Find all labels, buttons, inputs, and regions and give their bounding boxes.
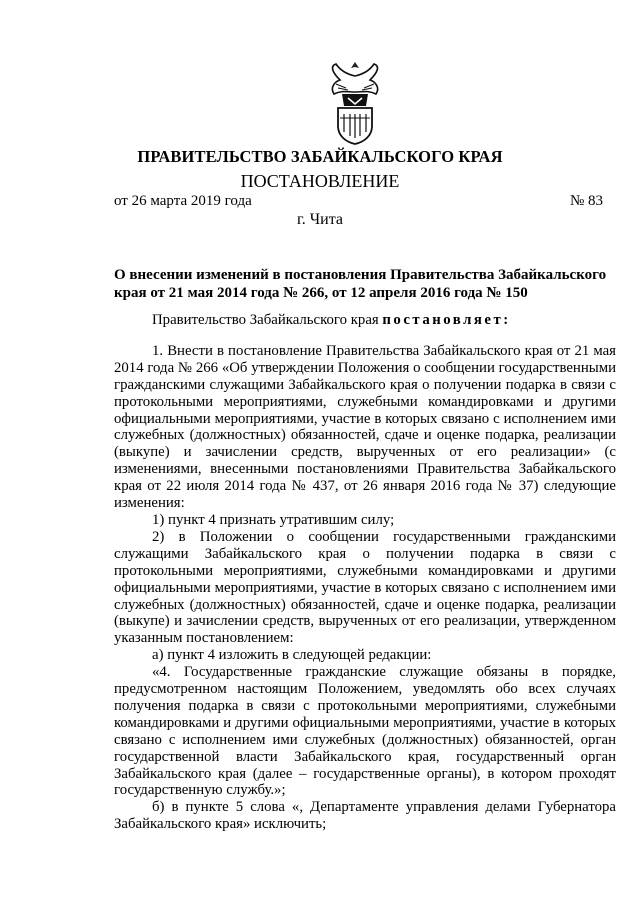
coat-of-arms-emblem xyxy=(326,58,384,146)
document-date: от 26 марта 2019 года xyxy=(114,193,252,209)
paragraph: «4. Государственные гражданские служащие обязаны в порядке, предусмотренном настоящим Положением, уведомлять обо всех случаях получения подарка в связи с протокольными мероприятиями, служебными командировками и другими официальными мероприятиями, участие в которых связано с исполнением ими служебных (должностных) обязанностей, орган государственной власти Забайкальского края, государственный орган Забайкальского края (далее – государственные органы), в котором проходят государственную службу.»; xyxy=(114,664,616,799)
paragraph: 1) пункт 4 признать утратившим силу; xyxy=(152,511,395,528)
paragraph: а) пункт 4 изложить в следующей редакции: xyxy=(152,647,432,664)
document-title: О внесении изменений в постановления Правительства Забайкальского края от 21 мая 2014 года № 266, от 12 апреля 2016 года № 150 xyxy=(114,267,607,301)
preamble xyxy=(114,312,616,329)
document-number: № 83 xyxy=(569,193,603,209)
paragraph: б) в пункте 5 слова «, Департаменте управления делами Губернатора Забайкальского края» исключить; xyxy=(114,799,616,833)
preamble-text: Правительство Забайкальского края xyxy=(152,312,383,328)
paragraph: 2) в Положении о сообщении государственными гражданскими служащими Забайкальского края о получении подарка в связи с протокольными мероприятиями, служебными командировками и другими официальными мероприятиями, участие в которых связано с исполнением ими служебных (должностных) обязанностей, сдаче и оценке подарка, реализации (выкупе) и зачислении средств, вырученных от его реализации, утвержденном указанным постановлением: xyxy=(114,528,616,647)
document-city: г. Чита xyxy=(296,211,343,228)
organization-title: ПРАВИТЕЛЬСТВО ЗАБАЙКАЛЬСКОГО КРАЯ xyxy=(137,147,503,166)
paragraph: 1. Внести в постановление Правительства Забайкальского края от 21 мая 2014 года № 266 «Об утверждении Положения о сообщении государственными гражданскими служащими Забайкальского края о получении подарка в связи с протокольными мероприятиями, служебными командировками и другими официальными мероприятиями, участие в которых связано с исполнением ими служебных (должностных) обязанностей, сдаче и оценке подарка, реализации (выкупе) и зачислении средств, вырученных от его реализации» (с изменениями, внесенными постановлениями Правительства Забайкальского края от 22 июля 2014 года № 437, от 26 января 2016 года № 37) следующие изменения: xyxy=(114,342,616,512)
document-type: ПОСТАНОВЛЕНИЕ xyxy=(240,171,400,191)
preamble-verb: постановляет: xyxy=(382,312,511,328)
document-body xyxy=(114,312,616,833)
